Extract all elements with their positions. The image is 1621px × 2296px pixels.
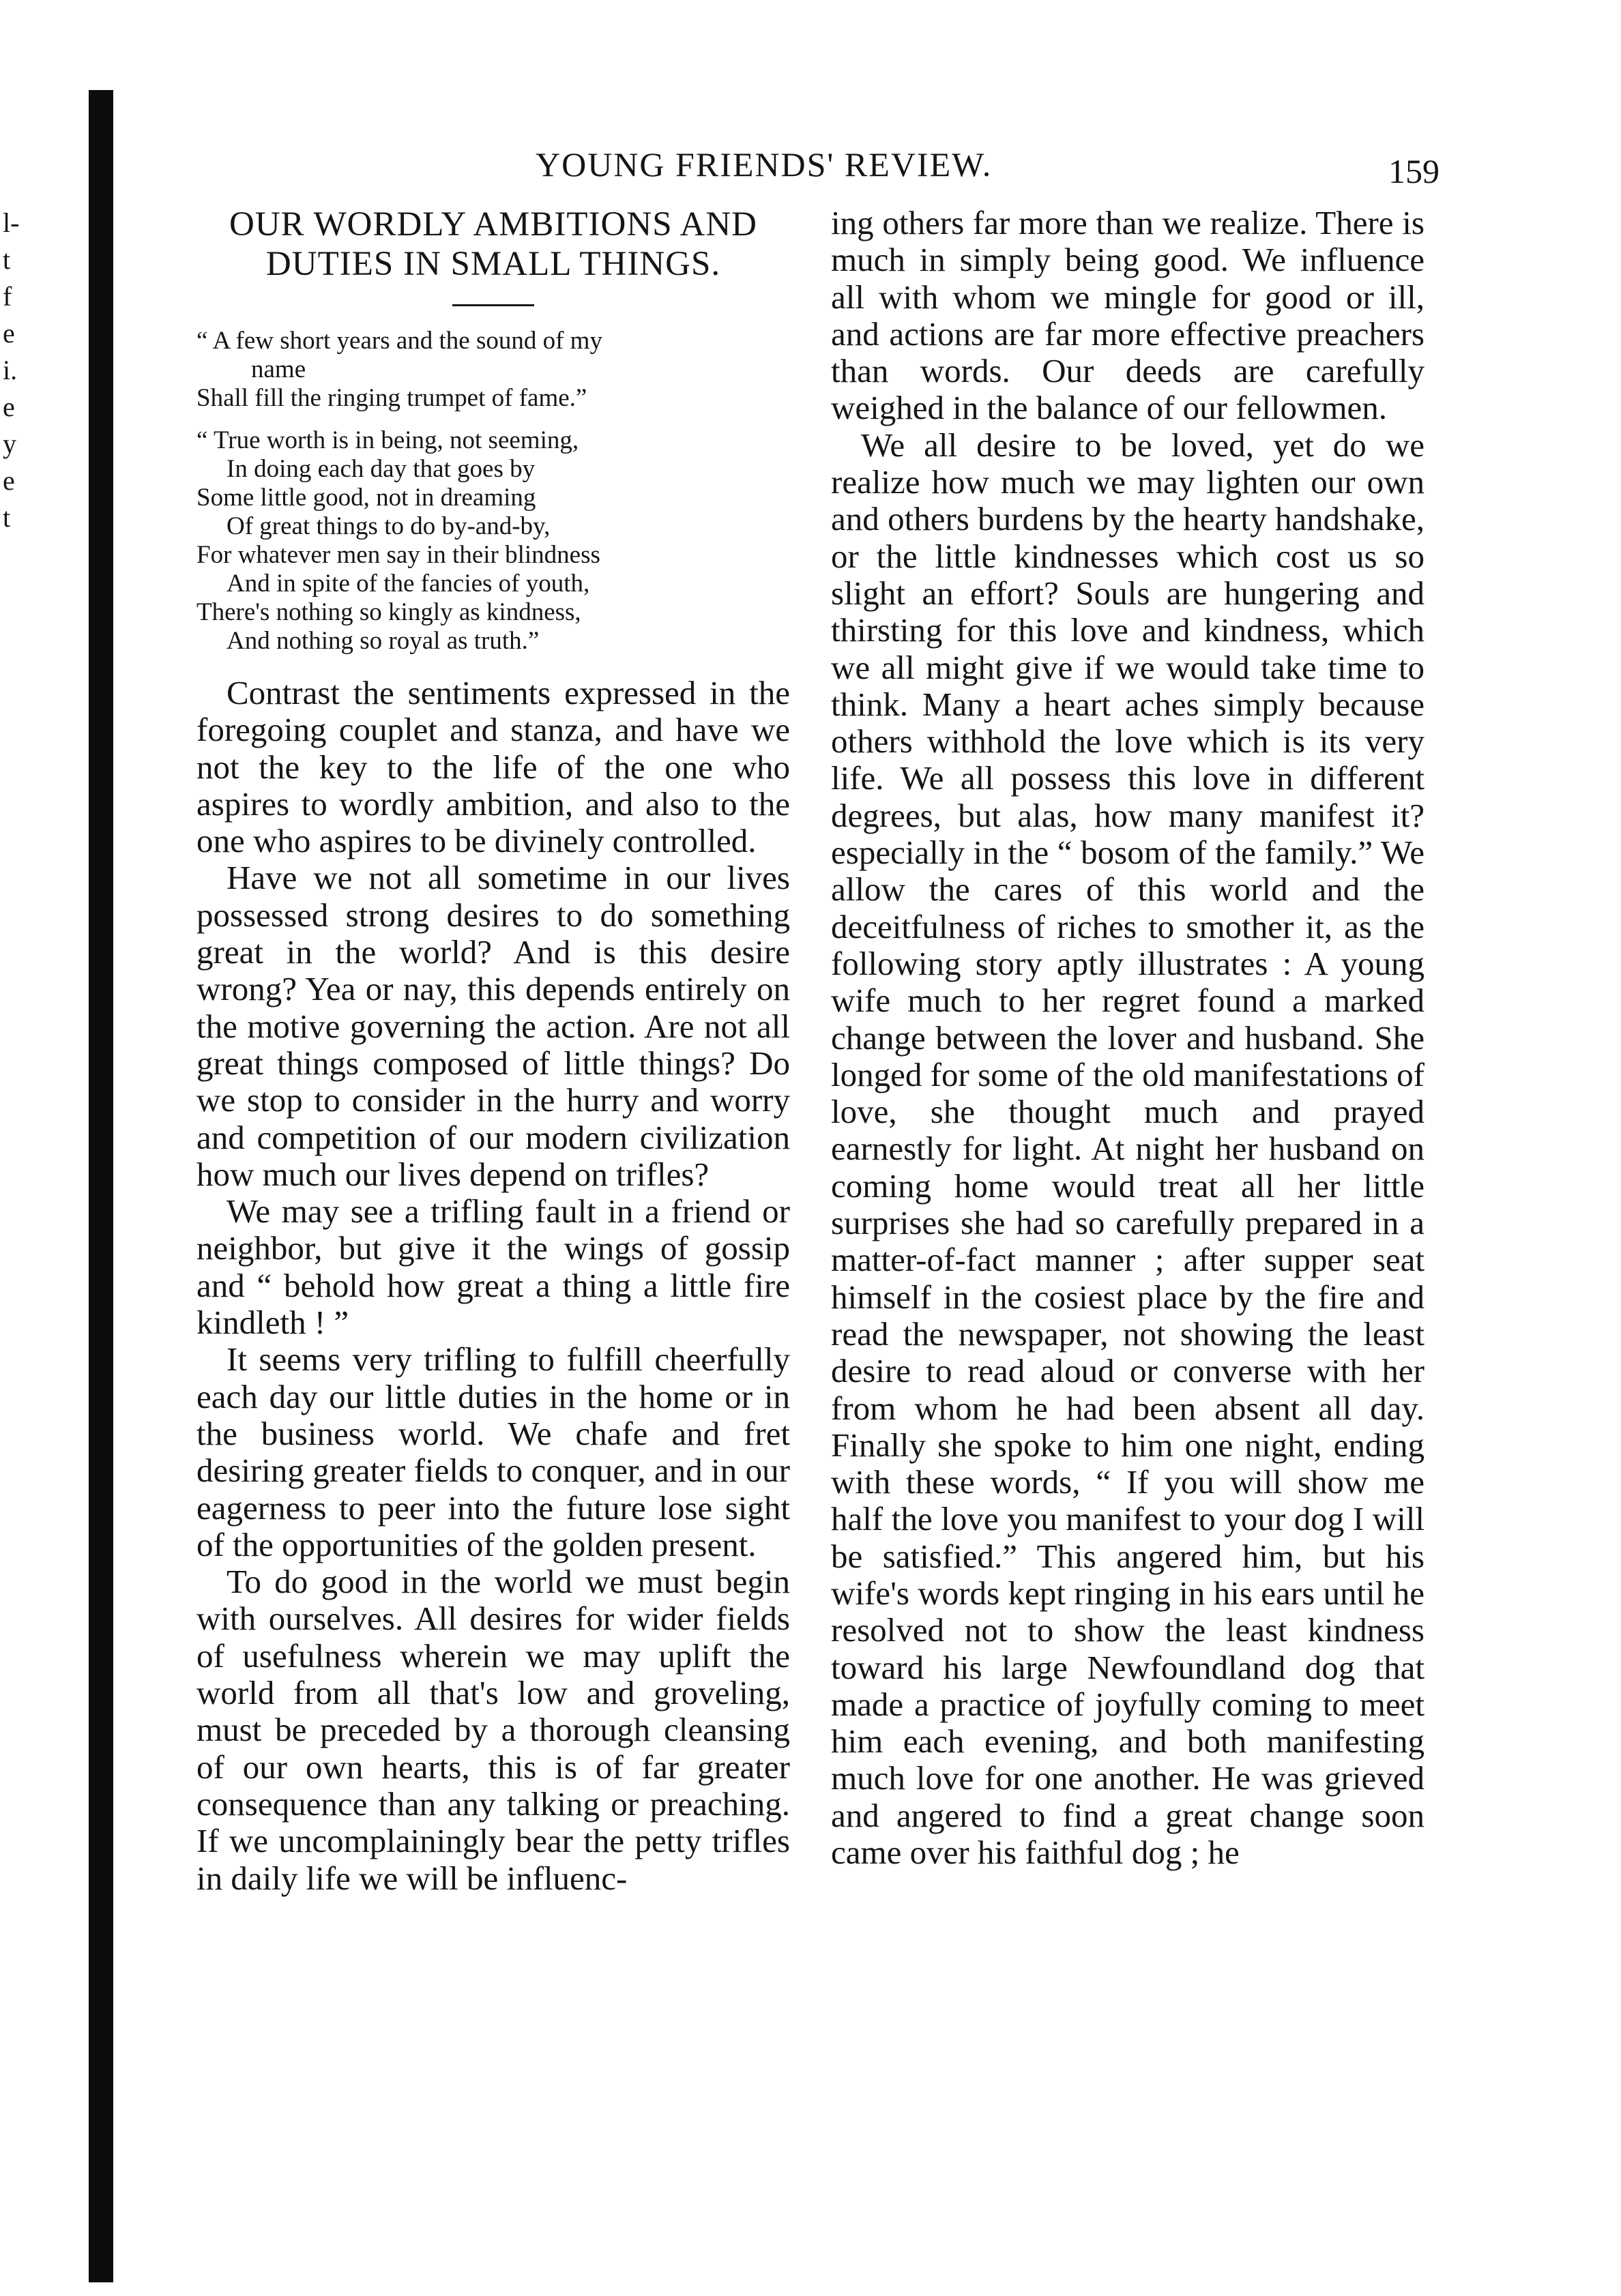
left-column: [196, 205, 790, 1897]
body-paragraph: We may see a trifling fault in a friend or neighbor, but give it the wings of gossip and “ behold how great a thing a little fire kindleth ! ”: [196, 1192, 790, 1342]
margin-fragment: l-: [3, 207, 20, 238]
article-title-line: DUTIES IN SMALL THINGS.: [265, 245, 721, 283]
binding-shadow: [89, 90, 113, 2282]
epigraph-line: In doing each day that goes by: [227, 455, 536, 483]
body-paragraph: To do good in the world we must begin with ourselves. All desires for wider fields of usefulness wherein we may uplift the world from all that's low and groveling, must be preceded by a thorough cleansing of our own hearts, this is of far greater consequence than any talking or preaching. If we uncomplainingly bear the petty trifles in daily life we will be influenc-: [196, 1563, 790, 1897]
title-divider: [452, 304, 534, 306]
epigraph-line: “ True worth is in being, not seeming,: [196, 426, 579, 454]
margin-fragment: i.: [3, 355, 18, 385]
page-header: [198, 143, 1440, 191]
epigraph-stanza: [196, 426, 790, 656]
running-title: YOUNG FRIENDS' REVIEW.: [536, 145, 993, 183]
margin-fragment: t: [3, 502, 11, 533]
previous-page-margin-fragments: [3, 205, 64, 536]
epigraph-line: “ A few short years and the sound of my: [196, 327, 602, 355]
body-paragraph-continued: ing others far more than we realize. There is much in simply being good. We influence all with whom we mingle for good or ill, and actions are far more effective preachers than words. Our deeds are carefully weighed in the balance of our fellowmen.: [831, 204, 1425, 427]
epigraph-line: For whatever men say in their blindness: [196, 541, 600, 569]
epigraph-line: Shall fill the ringing trumpet of fame.”: [196, 384, 587, 412]
page-number: 159: [1388, 152, 1440, 190]
article-title-line: OUR WORDLY AMBITIONS AND: [229, 205, 757, 244]
epigraph-line: Of great things to do by-and-by,: [227, 512, 551, 540]
epigraph-line: Some little good, not in dreaming: [196, 484, 536, 512]
margin-fragment: e: [3, 318, 15, 349]
body-paragraph: Have we not all sometime in our lives possessed strong desires to do something great in the world? And is this desire wrong? Yea or nay, this depends entirely on the motive governing the action. Are not all great things composed of little things? Do we stop to consider in the hurry and worry and competition of our modern civilization how much our lives depend on trifles?: [196, 859, 790, 1193]
margin-fragment: e: [3, 392, 15, 422]
article-title: [196, 205, 790, 284]
margin-fragment: e: [3, 465, 15, 496]
epigraph-line: And in spite of the fancies of youth,: [227, 570, 590, 598]
right-column: [831, 205, 1425, 1871]
margin-fragment: y: [3, 428, 16, 459]
epigraph-couplet: [196, 327, 790, 413]
epigraph-line: name: [251, 355, 306, 383]
epigraph-line: And nothing so royal as truth.”: [227, 627, 540, 655]
body-paragraph: Contrast the sentiments expressed in the foregoing couplet and stanza, and have we not the key to the life of the one who aspires to wordly ambition, and also to the one who aspires to be divinely controlled.: [196, 674, 790, 860]
margin-fragment: f: [3, 281, 12, 312]
epigraph-line: There's nothing so kingly as kindness,: [196, 598, 581, 626]
body-paragraph: It seems very trifling to fulfill cheerfully each day our little duties in the home or in the business world. We chafe and fret desiring greater fields to conquer, and in our eagerness to peer into the future lose sight of the opportunities of the golden present.: [196, 1340, 790, 1563]
margin-fragment: t: [3, 244, 11, 275]
body-paragraph: We all desire to be loved, yet do we realize how much we may lighten our own and others burdens by the hearty handshake, or the little kindnesses which cost us so slight an effort? Souls are hungering and thirsting for this love and kindness, which we all might give if we would take time to think. Many a heart aches simply because others withhold the love which is its very life. We all possess this love in different degrees, but alas, how many manifest it? especially in the “ bosom of the family.” We allow the cares of this world and the deceitfulness of riches to smother it, as the following story aptly illustrates : A young wife much to her regret found a marked change between the lover and husband. She longed for some of the old manifestations of love, she thought much and prayed earnestly for light. At night her husband on coming home would treat all her little surprises she had so carefully prepared in a matter-of-fact manner ; after supper seat himself in the cosiest place by the fire and read the newspaper, not showing the least desire to read aloud or converse with her from whom he had been absent all day. Finally she spoke to him one night, ending with these words, “ If you will show me half the love you manifest to your dog I will be satisfied.” This angered him, but his wife's words kept ringing in his ears until he resolved not to show the least kindness toward his large Newfoundland dog that made a practice of joyfully coming to meet him each evening, and both manifesting much love for one another. He was grieved and angered to find a great change soon came over his faithful dog ; he: [831, 426, 1425, 1872]
